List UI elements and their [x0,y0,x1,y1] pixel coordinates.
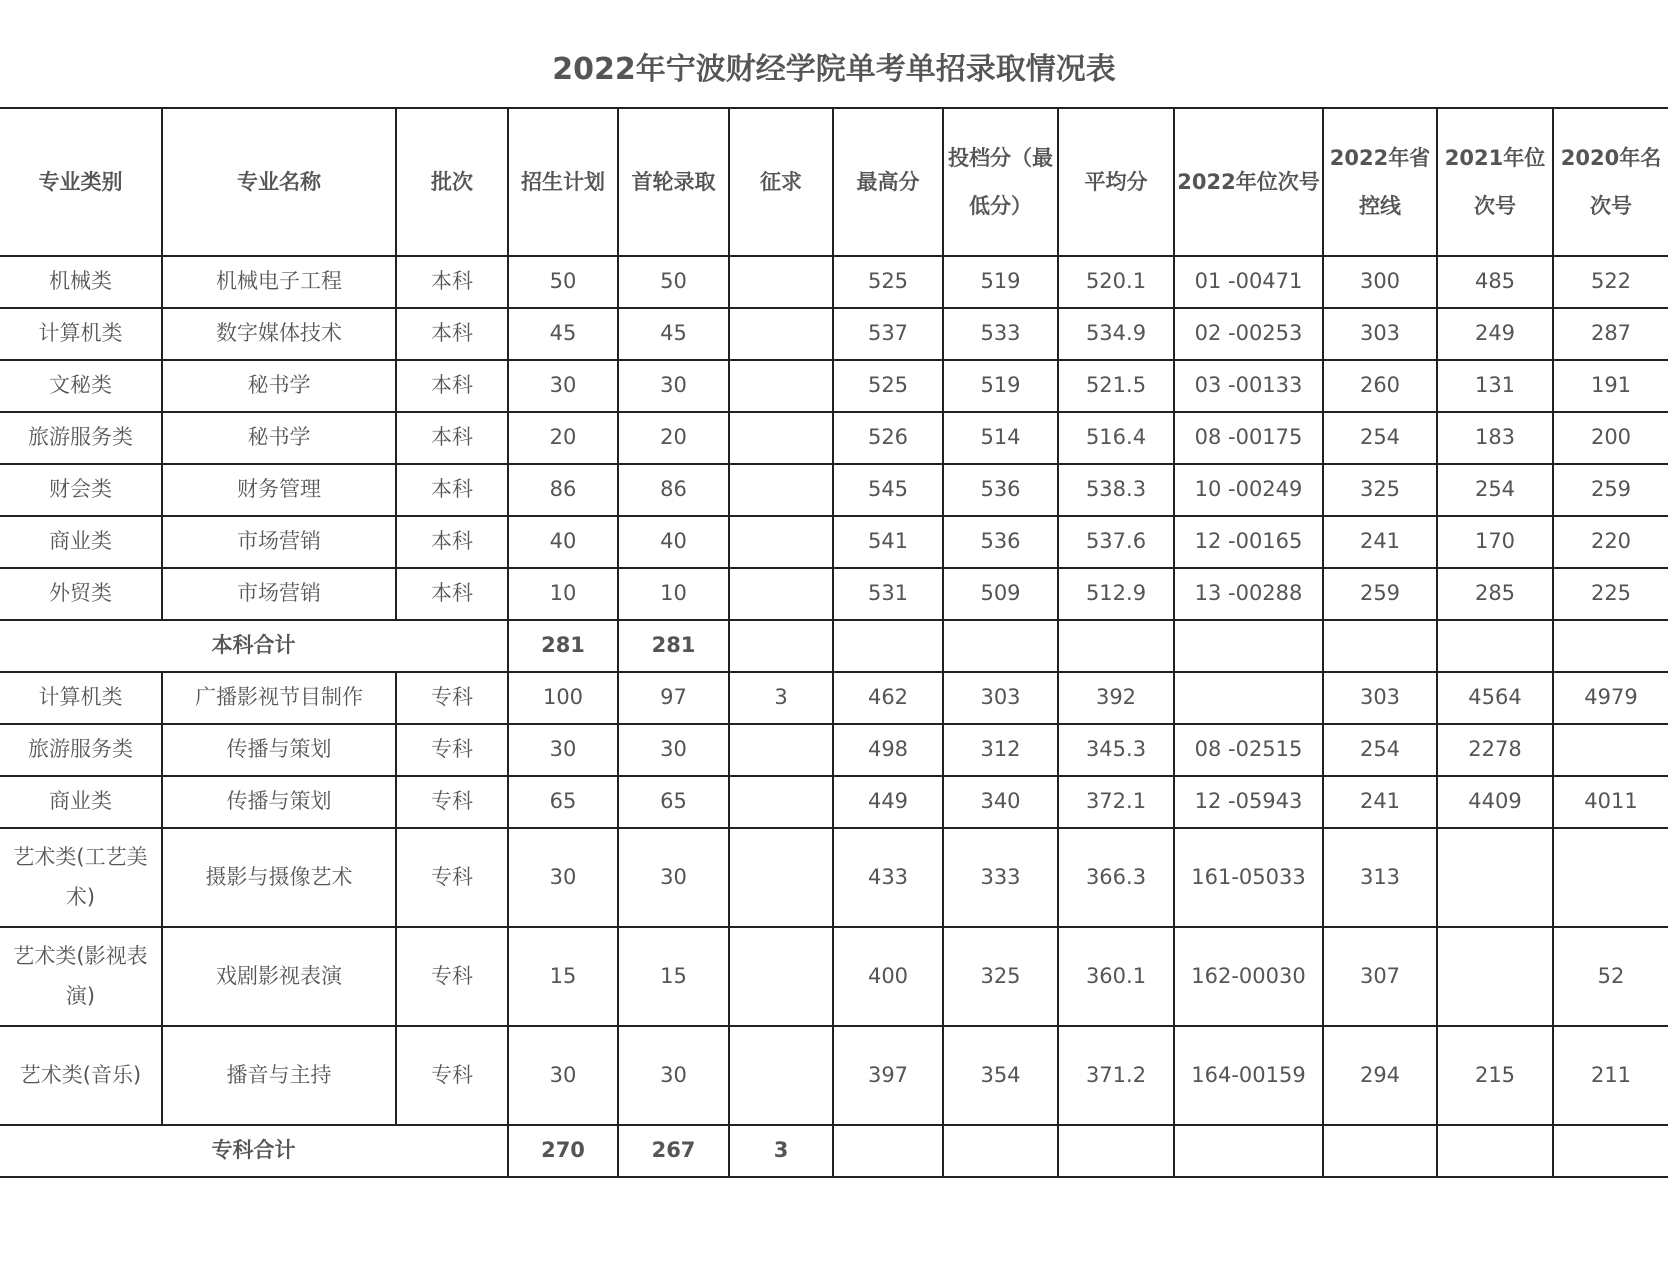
table-cell: 241 [1323,776,1437,828]
table-cell: 摄影与摄像艺术 [162,828,396,927]
table-cell: 机械类 [0,256,162,308]
table-cell: 536 [943,516,1058,568]
table-cell: 30 [508,1026,618,1125]
table-cell: 45 [508,308,618,360]
table-cell: 200 [1553,412,1668,464]
table-cell: 旅游服务类 [0,724,162,776]
table-row [0,1026,1668,1125]
table-cell: 03 -00133 [1174,360,1323,412]
table-cell: 本科 [396,568,508,620]
table-cell: 86 [508,464,618,516]
table-cell: 外贸类 [0,568,162,620]
total-label: 专科合计 [0,1125,508,1177]
total-plan: 270 [508,1125,618,1177]
table-cell: 345.3 [1058,724,1174,776]
total-label: 本科合计 [0,620,508,672]
empty-cell [1058,1125,1174,1177]
column-header: 投档分（最低分） [943,108,1058,256]
column-header: 首轮录取 [618,108,729,256]
table-cell: 259 [1553,464,1668,516]
table-cell: 312 [943,724,1058,776]
table-cell: 15 [618,927,729,1026]
table-cell: 商业类 [0,516,162,568]
table-cell: 专科 [396,828,508,927]
table-cell: 366.3 [1058,828,1174,927]
table-cell: 131 [1437,360,1553,412]
table-cell: 财会类 [0,464,162,516]
empty-cell [943,620,1058,672]
table-cell: 秘书学 [162,360,396,412]
table-cell: 20 [618,412,729,464]
table-cell: 4979 [1553,672,1668,724]
table-cell [729,1026,833,1125]
table-cell: 10 -00249 [1174,464,1323,516]
table-cell: 30 [508,360,618,412]
table-cell: 08 -02515 [1174,724,1323,776]
table-cell: 40 [618,516,729,568]
column-header: 征求 [729,108,833,256]
table-cell: 534.9 [1058,308,1174,360]
empty-cell [1174,1125,1323,1177]
table-cell: 254 [1323,412,1437,464]
table-cell: 01 -00471 [1174,256,1323,308]
table-cell: 462 [833,672,943,724]
table-cell [1174,672,1323,724]
table-cell: 303 [1323,308,1437,360]
table-cell: 本科 [396,412,508,464]
table-cell [729,568,833,620]
table-cell [729,828,833,927]
table-cell: 360.1 [1058,927,1174,1026]
table-cell: 516.4 [1058,412,1174,464]
table-cell: 15 [508,927,618,1026]
table-cell: 30 [508,828,618,927]
table-cell: 485 [1437,256,1553,308]
table-cell: 数字媒体技术 [162,308,396,360]
table-cell: 303 [1323,672,1437,724]
column-header: 2020年名次号 [1553,108,1668,256]
table-cell: 50 [618,256,729,308]
empty-cell [1058,620,1174,672]
table-cell: 97 [618,672,729,724]
table-cell: 20 [508,412,618,464]
empty-cell [943,1125,1058,1177]
table-cell: 机械电子工程 [162,256,396,308]
table-cell: 市场营销 [162,568,396,620]
table-cell: 400 [833,927,943,1026]
column-header: 2021年位次号 [1437,108,1553,256]
table-cell: 161-05033 [1174,828,1323,927]
table-cell: 艺术类(音乐) [0,1026,162,1125]
table-cell: 本科 [396,360,508,412]
table-cell: 537 [833,308,943,360]
table-cell: 商业类 [0,776,162,828]
empty-cell [1437,620,1553,672]
table-cell: 249 [1437,308,1553,360]
table-row [0,568,1668,620]
column-header: 专业名称 [162,108,396,256]
table-row [0,412,1668,464]
empty-cell [1323,1125,1437,1177]
table-row [0,360,1668,412]
table-cell: 372.1 [1058,776,1174,828]
table-cell: 183 [1437,412,1553,464]
table-cell: 241 [1323,516,1437,568]
table-cell: 30 [618,828,729,927]
table-cell: 333 [943,828,1058,927]
table-cell: 533 [943,308,1058,360]
table-cell: 303 [943,672,1058,724]
table-cell: 计算机类 [0,308,162,360]
table-cell: 艺术类(影视表演) [0,927,162,1026]
table-cell [729,464,833,516]
table-cell: 449 [833,776,943,828]
table-cell: 525 [833,360,943,412]
table-cell: 325 [943,927,1058,1026]
table-row [0,672,1668,724]
table-cell: 294 [1323,1026,1437,1125]
table-cell: 541 [833,516,943,568]
table-cell: 512.9 [1058,568,1174,620]
table-cell: 30 [618,360,729,412]
page-title: 2022年宁波财经学院单考单招录取情况表 [552,52,1116,87]
total-first: 281 [618,620,729,672]
table-cell: 13 -00288 [1174,568,1323,620]
table-row [0,256,1668,308]
table-cell: 340 [943,776,1058,828]
table-cell: 521.5 [1058,360,1174,412]
table-cell: 专科 [396,927,508,1026]
table-cell: 433 [833,828,943,927]
table-cell: 4564 [1437,672,1553,724]
table-cell [729,927,833,1026]
table-cell: 52 [1553,927,1668,1026]
table-cell: 300 [1323,256,1437,308]
table-cell: 本科 [396,308,508,360]
table-cell: 10 [618,568,729,620]
table-cell: 519 [943,360,1058,412]
table-cell: 545 [833,464,943,516]
table-cell: 50 [508,256,618,308]
empty-cell [1174,620,1323,672]
table-cell: 397 [833,1026,943,1125]
table-cell: 12 -05943 [1174,776,1323,828]
table-cell: 传播与策划 [162,776,396,828]
table-cell: 65 [508,776,618,828]
table-cell: 广播影视节目制作 [162,672,396,724]
table-cell: 538.3 [1058,464,1174,516]
table-cell: 02 -00253 [1174,308,1323,360]
table-row [0,927,1668,1026]
table-cell: 传播与策划 [162,724,396,776]
table-row [0,308,1668,360]
table-cell: 戏剧影视表演 [162,927,396,1026]
table-cell: 65 [618,776,729,828]
table-cell: 本科 [396,256,508,308]
table-cell: 2278 [1437,724,1553,776]
column-header: 招生计划 [508,108,618,256]
table-cell [729,412,833,464]
table-cell: 旅游服务类 [0,412,162,464]
table-cell: 215 [1437,1026,1553,1125]
table-cell: 3 [729,672,833,724]
empty-cell [1553,1125,1668,1177]
total-extra [729,620,833,672]
table-cell: 354 [943,1026,1058,1125]
column-header: 2022年省控线 [1323,108,1437,256]
table-cell: 392 [1058,672,1174,724]
table-cell: 专科 [396,776,508,828]
table-cell: 220 [1553,516,1668,568]
table-cell: 162-00030 [1174,927,1323,1026]
table-cell: 100 [508,672,618,724]
empty-cell [1437,1125,1553,1177]
table-cell [729,516,833,568]
table-cell: 313 [1323,828,1437,927]
empty-cell [1323,620,1437,672]
table-cell: 秘书学 [162,412,396,464]
table-cell: 专科 [396,672,508,724]
table-cell: 本科 [396,464,508,516]
table-cell: 4011 [1553,776,1668,828]
table-cell: 文秘类 [0,360,162,412]
table-cell: 45 [618,308,729,360]
table-cell [1437,927,1553,1026]
table-cell: 本科 [396,516,508,568]
empty-cell [833,1125,943,1177]
column-header: 最高分 [833,108,943,256]
table-cell: 40 [508,516,618,568]
table-cell: 财务管理 [162,464,396,516]
table-cell: 计算机类 [0,672,162,724]
table-cell [1437,828,1553,927]
table-cell: 专科 [396,724,508,776]
table-cell: 市场营销 [162,516,396,568]
table-cell: 325 [1323,464,1437,516]
table-cell [729,308,833,360]
column-header: 批次 [396,108,508,256]
table-cell: 536 [943,464,1058,516]
empty-cell [833,620,943,672]
table-cell: 525 [833,256,943,308]
table-cell: 531 [833,568,943,620]
empty-cell [1553,620,1668,672]
total-row [0,620,1668,672]
table-cell: 专科 [396,1026,508,1125]
table-cell: 260 [1323,360,1437,412]
total-first: 267 [618,1125,729,1177]
total-row [0,1125,1668,1177]
total-extra: 3 [729,1125,833,1177]
total-plan: 281 [508,620,618,672]
table-row [0,516,1668,568]
table-cell: 225 [1553,568,1668,620]
table-cell: 509 [943,568,1058,620]
table-cell [729,256,833,308]
table-cell [729,360,833,412]
table-cell: 30 [618,1026,729,1125]
table-cell [729,776,833,828]
table-cell: 526 [833,412,943,464]
table-cell: 30 [508,724,618,776]
table-cell: 播音与主持 [162,1026,396,1125]
table-row [0,464,1668,516]
table-cell: 259 [1323,568,1437,620]
table-row [0,776,1668,828]
table-cell: 254 [1323,724,1437,776]
table-cell: 371.2 [1058,1026,1174,1125]
table-cell: 艺术类(工艺美术) [0,828,162,927]
table-cell: 254 [1437,464,1553,516]
table-cell: 287 [1553,308,1668,360]
table-cell: 170 [1437,516,1553,568]
table-cell: 520.1 [1058,256,1174,308]
table-row [0,828,1668,927]
table-cell: 285 [1437,568,1553,620]
table-row [0,724,1668,776]
table-cell: 30 [618,724,729,776]
header-row [0,108,1668,256]
table-cell: 307 [1323,927,1437,1026]
table-cell: 4409 [1437,776,1553,828]
table-cell: 86 [618,464,729,516]
table-cell: 12 -00165 [1174,516,1323,568]
table-cell: 537.6 [1058,516,1174,568]
table-cell: 498 [833,724,943,776]
column-header: 平均分 [1058,108,1174,256]
table-cell: 522 [1553,256,1668,308]
table-cell: 211 [1553,1026,1668,1125]
table-cell: 514 [943,412,1058,464]
table-cell: 519 [943,256,1058,308]
admission-table [0,107,1668,1178]
table-cell [1553,724,1668,776]
table-cell: 08 -00175 [1174,412,1323,464]
table-cell: 191 [1553,360,1668,412]
table-cell: 10 [508,568,618,620]
column-header: 2022年位次号 [1174,108,1323,256]
column-header: 专业类别 [0,108,162,256]
table-cell: 164-00159 [1174,1026,1323,1125]
table-cell [729,724,833,776]
table-cell [1553,828,1668,927]
